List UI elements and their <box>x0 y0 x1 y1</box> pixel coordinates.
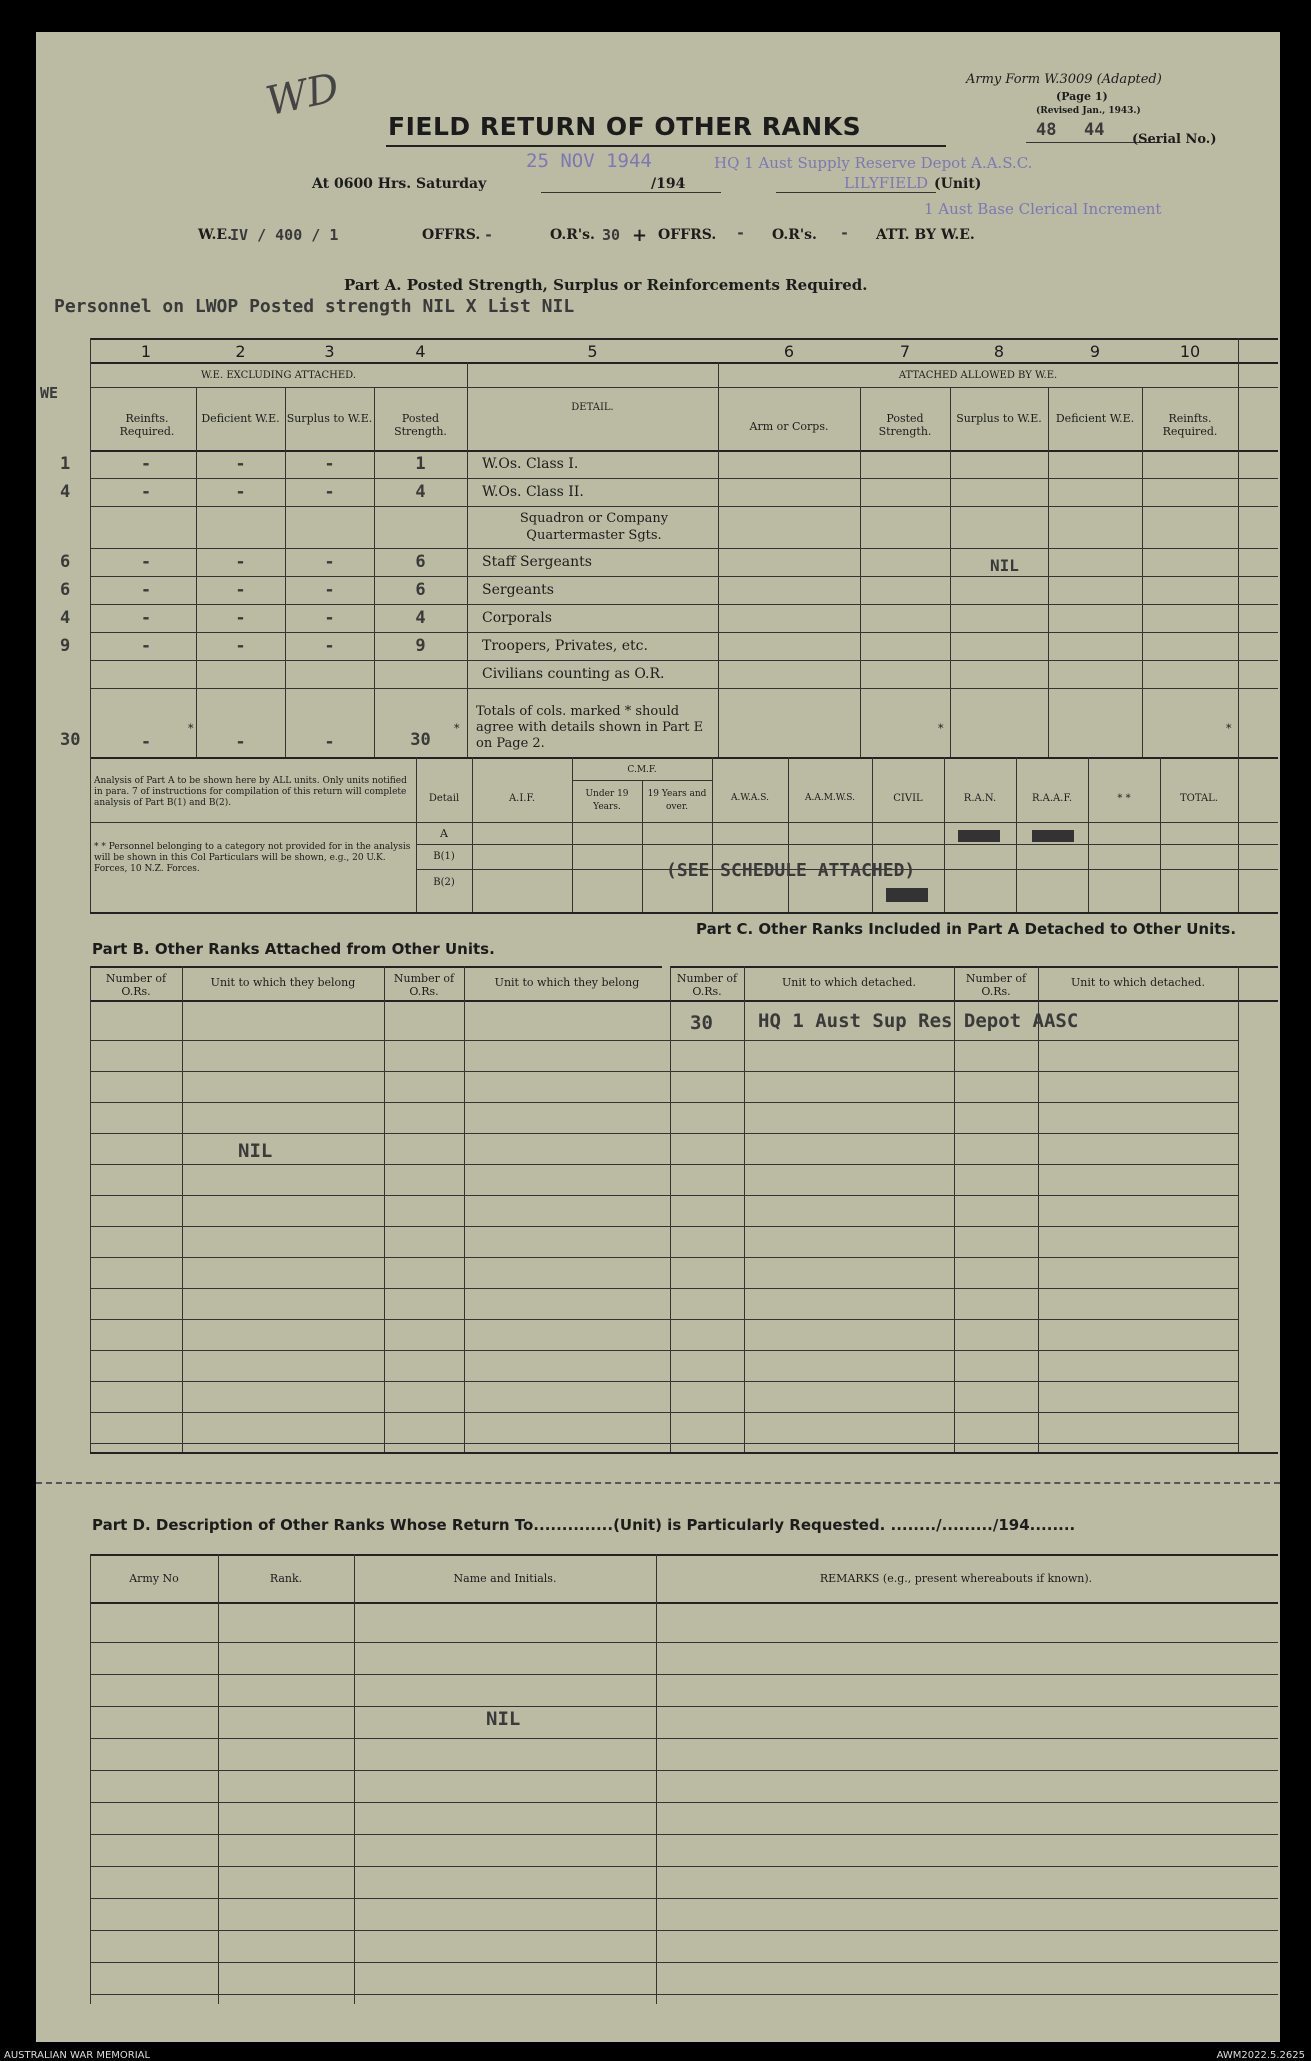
part-b-col-unit-2: Unit to which they belong <box>494 976 640 989</box>
part-d-col-army-no: Army No <box>129 1572 179 1585</box>
col-number: 2 <box>235 342 246 361</box>
analysis-col-cmf: C.M.F. <box>627 765 657 775</box>
star-mark: * <box>188 722 194 735</box>
part-c-col-unit-2: Unit to which detached. <box>1071 976 1205 989</box>
offrs2-value: - <box>736 224 746 242</box>
row-we-value: 6 <box>60 552 71 572</box>
analysis-col-ran: R.A.N. <box>963 793 997 804</box>
part-c-row-number: 30 <box>690 1012 713 1034</box>
row-reinforcements: - <box>140 636 152 656</box>
part-b-title: Part B. Other Ranks Attached from Other Units. <box>92 940 495 958</box>
analysis-col-raaf: R.A.A.F. <box>1031 793 1073 804</box>
row-posted: 6 <box>415 580 426 600</box>
part-a-typed-note: Personnel on LWOP Posted strength NIL X List NIL <box>54 296 575 317</box>
hand-initials: WD <box>262 64 344 126</box>
col-number: 7 <box>899 342 911 361</box>
part-a-title: Part A. Posted Strength, Surplus or Reinforcements Required. <box>344 276 868 294</box>
star-mark: * <box>938 722 944 735</box>
col-number: 10 <box>1179 342 1201 361</box>
star-mark: * <box>454 722 460 735</box>
col-number: 8 <box>993 342 1005 361</box>
ors2-label: O.R's. <box>772 227 817 243</box>
row-surplus: - <box>324 482 335 502</box>
part-d-col-name: Name and Initials. <box>453 1572 557 1585</box>
row-reinforcements: - <box>140 454 152 474</box>
we-label: W.E. <box>198 227 232 243</box>
date-label: At 0600 Hrs. Saturday <box>312 176 487 192</box>
analysis-col-awas: A.W.A.S. <box>731 793 769 803</box>
analysis-note-2: * * Personnel belonging to a category not provided for in the analysis will be shown in this Col Particulars will be shown, e.g., 20 U.K. Forces, 10 N.Z. Forces. <box>94 842 411 874</box>
sub-header: Reinfts. Required. <box>119 412 175 438</box>
row-deficient: - <box>235 482 246 502</box>
part-b-nil: NIL <box>238 1140 273 1162</box>
total-we: 30 <box>60 730 81 750</box>
form-title: FIELD RETURN OF OTHER RANKS <box>388 112 862 141</box>
part-c-col-number: Number of O.Rs. <box>676 972 738 998</box>
analysis-row-b2: B(2) <box>433 877 455 888</box>
col-number: 6 <box>783 342 795 361</box>
row-detail: W.Os. Class II. <box>482 484 584 500</box>
serial-year: 44 <box>1084 120 1105 140</box>
date-year: /194 <box>651 176 686 192</box>
see-schedule-attached: (SEE SCHEDULE ATTACHED) <box>666 860 916 881</box>
row-surplus: - <box>324 552 335 572</box>
sub-header: Posted Strength. <box>394 412 447 438</box>
part-c-row-unit: HQ 1 Aust Sup Res Depot AASC <box>758 1010 1079 1032</box>
total-reinforcements: - <box>140 732 152 752</box>
row-posted: 9 <box>415 636 426 656</box>
row-deficient: - <box>235 552 246 572</box>
analysis-col-total: TOTAL. <box>1179 793 1219 804</box>
row-surplus: - <box>324 580 335 600</box>
row-detail: W.Os. Class I. <box>482 456 579 472</box>
footer-credit: AUSTRALIAN WAR MEMORIAL <box>4 2050 151 2061</box>
stamp-date: 25 NOV 1944 <box>526 150 652 172</box>
analysis-row-a: A <box>440 827 448 840</box>
unit-label: (Unit) <box>934 176 982 192</box>
row-surplus: - <box>324 454 335 474</box>
row-detail: Troopers, Privates, etc. <box>482 638 648 654</box>
star-mark: * <box>1226 722 1232 735</box>
analysis-col-aif: A.I.F. <box>508 793 536 804</box>
sub-header: Reinfts. Required. <box>1162 412 1218 438</box>
serial-number: 48 <box>1036 120 1057 140</box>
row-posted: 4 <box>415 608 426 628</box>
col-number: 4 <box>415 342 426 361</box>
part-c-col-number-2: Number of O.Rs. <box>965 972 1027 998</box>
part-c-title: Part C. Other Ranks Included in Part A Detached to Other Units. <box>695 920 1237 938</box>
stamp-increment: 1 Aust Base Clerical Increment <box>924 200 1162 218</box>
stamp-unit: HQ 1 Aust Supply Reserve Depot A.A.S.C. <box>714 154 1033 172</box>
group-right-header: ATTACHED ALLOWED BY W.E. <box>898 370 1058 381</box>
row-we-value: 4 <box>60 482 71 502</box>
sub-header: Surplus to W.E. <box>286 412 373 425</box>
perforation-line <box>36 1482 1280 1484</box>
row-detail: Squadron or Company Quartermaster Sgts. <box>519 511 669 543</box>
part-b-col-number: Number of O.Rs. <box>105 972 167 998</box>
offrs-value: - <box>484 226 494 244</box>
row-reinforcements: - <box>140 482 152 502</box>
row-posted: 6 <box>415 552 426 572</box>
col-number: 5 <box>587 342 598 361</box>
offrs-label: OFFRS. <box>422 227 481 243</box>
form-sheet <box>36 32 1280 2042</box>
sub-header: Posted Strength. <box>878 412 932 438</box>
totals-detail: Totals of cols. marked * should agree with details shown in Part E on Page 2. <box>476 704 704 751</box>
part-b-col-unit: Unit to which they belong <box>210 976 356 989</box>
row-surplus: - <box>324 636 335 656</box>
page-number: (Page 1) <box>1056 90 1108 103</box>
footer-reference: AWM2022.5.2625 <box>1216 2050 1305 2061</box>
row-posted: 4 <box>415 482 426 502</box>
analysis-col-civil: CIVIL <box>893 793 923 804</box>
sub-header: Surplus to W.E. <box>956 412 1042 425</box>
stamp-location: LILYFIELD <box>844 174 929 192</box>
revised-date: (Revised Jan., 1943.) <box>1036 106 1141 116</box>
plus-sign: + <box>632 225 648 246</box>
part-b-col-number-2: Number of O.Rs. <box>393 972 455 998</box>
total-surplus: - <box>324 732 335 752</box>
offrs2-label: OFFRS. <box>658 227 717 243</box>
row-reinforcements: - <box>140 608 152 628</box>
ors2-value: - <box>840 224 850 242</box>
col-number: 9 <box>1089 342 1101 361</box>
row-reinforcements: - <box>140 552 152 572</box>
row-detail: Staff Sergeants <box>482 554 592 570</box>
ors-label: O.R's. <box>550 227 595 243</box>
row-detail: Corporals <box>482 610 552 626</box>
row-we-value: 9 <box>60 636 71 656</box>
row-deficient: - <box>235 608 246 628</box>
row-surplus: - <box>324 608 335 628</box>
sub-header: Deficient W.E. <box>201 412 280 425</box>
analysis-col-other: * * <box>1117 793 1131 804</box>
we-margin-label: WE <box>40 384 59 402</box>
form-id: Army Form W.3009 (Adapted) <box>966 72 1162 87</box>
analysis-note: Analysis of Part A to be shown here by ALL units. Only units notified in para. 7 of instructions for compilation of this return will complete analysis of Part B(1) and B(2). <box>94 776 407 808</box>
row-we-value: 4 <box>60 608 71 628</box>
sub-header: Arm or Corps. <box>749 420 829 433</box>
row-deficient: - <box>235 636 246 656</box>
row-detail: Civilians counting as O.R. <box>482 666 665 682</box>
row-detail: Sergeants <box>482 582 554 598</box>
analysis-col-under19: Under 19 Years. <box>585 789 629 812</box>
row-we-value: 6 <box>60 580 71 600</box>
part-d-title: Part D. Description of Other Ranks Whose Return To..............(Unit) is Particularly Requested. ......../........./194........ <box>92 1516 1076 1534</box>
row-deficient: - <box>235 454 246 474</box>
serial-label: (Serial No.) <box>1132 132 1217 147</box>
group-left-header: W.E. EXCLUDING ATTACHED. <box>200 370 357 381</box>
analysis-col-19over: 19 Years and over. <box>647 789 707 812</box>
total-posted: 30 <box>410 730 431 750</box>
row-posted: 1 <box>415 454 426 474</box>
analysis-row-b1: B(1) <box>433 851 455 862</box>
we-value: IV / 400 / 1 <box>230 226 339 244</box>
col-number: 1 <box>140 342 152 361</box>
analysis-col-detail: Detail <box>428 793 460 804</box>
part-d-col-rank: Rank. <box>269 1572 303 1585</box>
row-we-value: 1 <box>60 454 71 474</box>
part-c-col-unit: Unit to which detached. <box>782 976 916 989</box>
detail-header: DETAIL. <box>571 402 614 413</box>
analysis-col-aamws: A.A.M.W.S. <box>804 793 856 803</box>
row-reinforcements: - <box>140 580 152 600</box>
total-deficient: - <box>235 732 246 752</box>
att-label: ATT. BY W.E. <box>876 227 975 243</box>
col-number: 3 <box>324 342 335 361</box>
ors-value: 30 <box>602 226 621 244</box>
part-d-nil: NIL <box>486 1708 521 1730</box>
surplus-nil: NIL <box>990 556 1019 575</box>
row-deficient: - <box>235 580 246 600</box>
part-d-col-remarks: REMARKS (e.g., present whereabouts if known). <box>819 1572 1093 1585</box>
sub-header: Deficient W.E. <box>1055 412 1135 425</box>
